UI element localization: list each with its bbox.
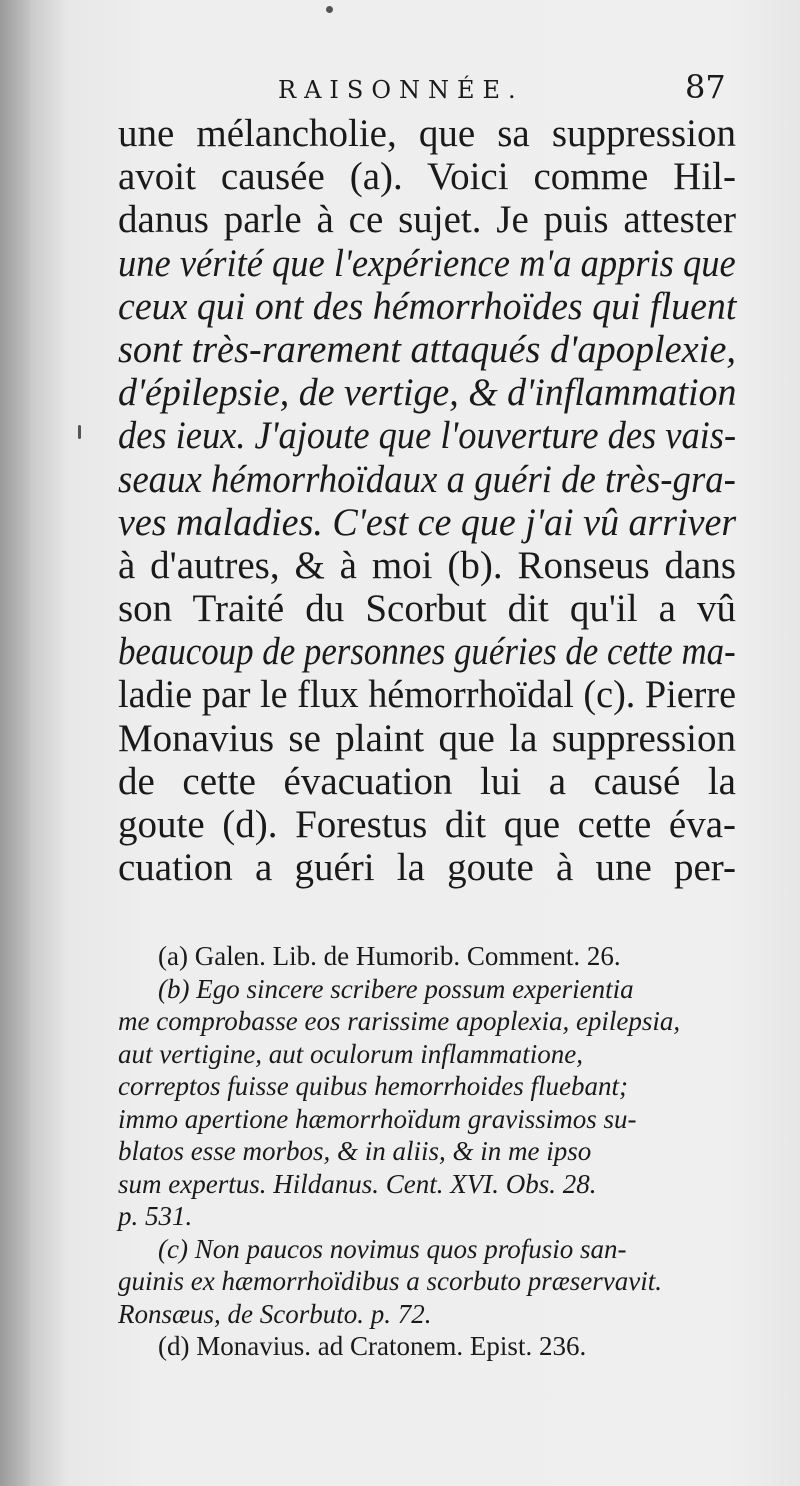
ink-speck [78,425,81,439]
footnote-line: sum expertus. Hildanus. Cent. XVI. Obs. 28. [118,1168,597,1199]
text-line: ladie par le flux hémorrhoïdal (c). Pierre [118,673,737,717]
footnote-a [118,940,736,973]
footnote-b [118,973,736,1233]
text-line: cuation a guéri la goute à une per- [118,846,736,890]
footnote-line: (d) Monavius. ad Cratonem. Epist. 236. [158,1331,587,1361]
footnote-line: me comprobasse eos rarissime apoplexia, epilepsia, [118,1006,681,1036]
text-line: goute (d). Forestus dit que cette éva- [118,803,736,846]
text-line: son Traité du Scorbut dit qu'il a vû [118,587,736,631]
page-gutter-shadow [0,0,30,1486]
running-head: RAISONNÉE. [278,76,524,104]
text-line: sont très-rarement attaqués d'apoplexie, [118,327,736,371]
footnote-line: immo apertione hæmorrhoïdum gravissimos su- [118,1103,637,1134]
footnote-d [118,1330,736,1363]
text-line: de cette évacuation lui a causé la [118,759,736,803]
footnote-line: (c) Non paucos novimus quos profusio san- [158,1233,627,1264]
text-line: ceux qui ont des hémorrhoïdes qui fluent [118,284,737,328]
main-text [118,112,736,889]
page-header [0,68,800,108]
footnote-line: p. 531. [118,1201,193,1231]
text-line: ves maladies. C'est ce que j'ai vû arriver [118,500,737,544]
footnote-line: Ronsæus, de Scorbuto. p. 72. [118,1298,432,1329]
text-line: danus parle à ce sujet. Je puis attester [118,198,736,242]
page-number: 87 [685,68,726,106]
text-line: à d'autres, & à moi (b). Ronseus dans [118,543,736,587]
footnote-line: guinis ex hæmorrhoïdibus a scorbuto præservavit. [118,1266,663,1296]
text-line: avoit causée (a). Voici comme Hil- [118,155,736,199]
footnote-line: (b) Ego sincere scribere possum experientia [158,973,634,1004]
text-line: seaux hémorrhoïdaux a guéri de très-gra- [118,457,736,501]
footnote-line: (a) Galen. Lib. de Humorib. Comment. 26. [158,941,621,971]
ink-speck [326,6,333,13]
text-line: Monavius se plaint que la suppression [118,716,736,760]
footnote-line: correptos fuisse quibus hemorrhoides fluebant; [118,1071,628,1101]
text-line: une mélancholie, que sa suppression [118,112,736,155]
footnote-line: aut vertigine, aut oculorum inflammatione, [118,1038,583,1069]
text-line: d'épilepsie, de vertige, & d'inflammation [118,371,737,415]
footnote-c [118,1233,736,1331]
text-line: beaucoup de personnes guéries de cette ma- [118,630,736,674]
footnotes [118,940,736,1363]
text-line: des ieux. J'ajoute que l'ouverture des vais- [118,414,737,458]
footnote-line: blatos esse morbos, & in aliis, & in me ipso [118,1136,592,1166]
text-line: une vérité que l'expérience m'a appris que [118,241,736,285]
